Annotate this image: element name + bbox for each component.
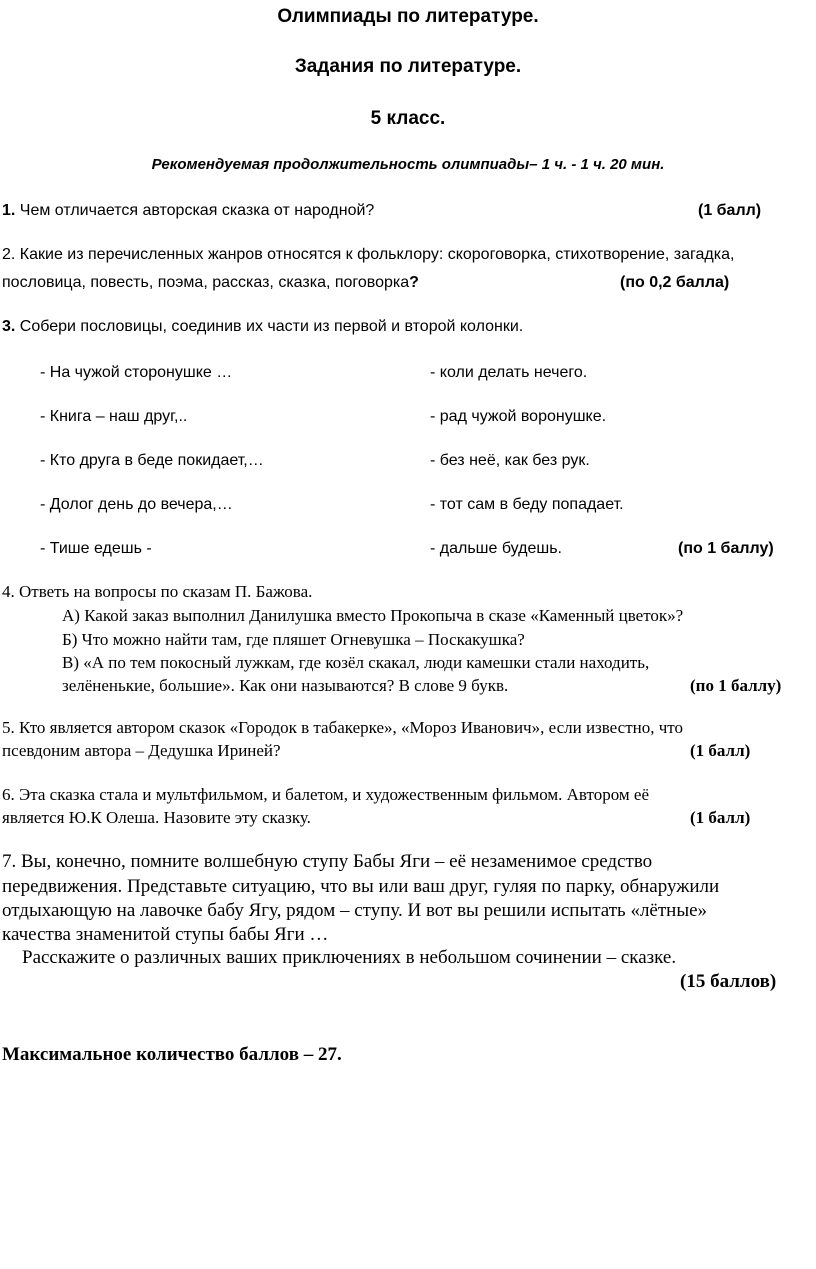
question-7-line-3: отдыхающую на лавочке бабу Ягу, рядом – ступу. И вот вы решили испытать «лётные»: [2, 900, 708, 921]
question-7-line-2: передвижения. Представьте ситуацию, что вы или ваш друг, гуляя по парку, обнаружили: [2, 876, 720, 897]
question-3-points: (по 1 баллу): [678, 540, 774, 557]
proverb-left-3: - Кто друга в беде покидает,…: [40, 452, 264, 469]
page-title: Олимпиады по литературе.: [277, 6, 539, 27]
question-4-points: (по 1 баллу): [690, 676, 782, 695]
question-7-points: (15 баллов): [680, 971, 777, 992]
question-4-number: 4.: [2, 582, 15, 601]
section-title: Задания по литературе.: [294, 56, 522, 77]
question-4-text: Ответь на вопросы по сказам П. Бажова.: [19, 582, 313, 601]
proverb-right-4: - тот сам в беду попадает.: [430, 496, 624, 513]
proverb-right-2: - рад чужой воронушке.: [430, 408, 607, 425]
proverb-right-1: - коли делать нечего.: [430, 364, 588, 381]
proverb-left-1: - На чужой сторонушке …: [40, 364, 233, 381]
question-7-line-5: Расскажите о различных ваших приключениях в небольшом сочинении – сказке.: [22, 947, 677, 968]
question-1: [2, 202, 374, 220]
question-2-text: пословица, повесть, поэма, рассказ, сказка, поговорка: [2, 274, 410, 291]
question-2-line-2: [2, 274, 419, 292]
proverb-right-5: - дальше будешь.: [430, 540, 562, 557]
question-7-line-1: 7. Вы, конечно, помните волшебную ступу Бабы Яги – её незаменимое средство: [2, 851, 653, 872]
question-7-line-4: качества знаменитой ступы бабы Яги …: [2, 924, 329, 945]
proverb-right-3: - без неё, как без рук.: [430, 452, 590, 469]
question-4-c-line-1: В) «А по тем покосный лужкам, где козёл скакал, люди камешки стали находить,: [62, 653, 650, 672]
max-score: Максимальное количество баллов – 27.: [2, 1044, 342, 1065]
question-6-points: (1 балл): [690, 808, 751, 827]
question-4-a: А) Какой заказ выполнил Данилушка вместо Прокопыча в сказе «Каменный цветок»?: [62, 606, 684, 625]
question-2-mark: ?: [409, 274, 419, 291]
question-3-number: 3.: [2, 318, 16, 335]
question-4-c-line-2: зелёненькие, большие». Как они называются? В слове 9 букв.: [62, 676, 509, 695]
question-5-line-1: 5. Кто является автором сказок «Городок в табакерке», «Мороз Иванович», если известно, что: [2, 718, 683, 737]
question-3-text: Собери пословицы, соединив их части из первой и второй колонки.: [19, 318, 524, 335]
proverb-left-5: - Тише едешь -: [40, 540, 152, 557]
grade-label: 5 класс.: [370, 108, 446, 129]
question-3: [2, 318, 523, 336]
question-2-points: (по 0,2 балла): [620, 274, 730, 291]
question-4: [2, 582, 312, 602]
question-5-points: (1 балл): [690, 741, 751, 760]
proverb-left-4: - Долог день до вечера,…: [40, 496, 233, 513]
question-1-number: 1.: [2, 202, 16, 219]
question-1-points: (1 балл): [698, 202, 762, 219]
question-2-line-1: 2. Какие из перечисленных жанров относятся к фольклору: скороговорка, стихотворение, загадка,: [2, 246, 735, 263]
question-5-line-2: псевдоним автора – Дедушка Ириней?: [2, 741, 281, 760]
question-6-line-1: 6. Эта сказка стала и мультфильмом, и балетом, и художественным фильмом. Автором её: [2, 785, 650, 804]
question-6-line-2: является Ю.К Олеша. Назовите эту сказку.: [2, 808, 311, 827]
question-4-b: Б) Что можно найти там, где пляшет Огневушка – Поскакушка?: [62, 630, 525, 649]
question-1-text: Чем отличается авторская сказка от народной?: [19, 202, 375, 219]
proverb-left-2: - Книга – наш друг,..: [40, 408, 188, 425]
duration-note: Рекомендуемая продолжительность олимпиады– 1 ч. - 1 ч. 20 мин.: [151, 156, 665, 173]
